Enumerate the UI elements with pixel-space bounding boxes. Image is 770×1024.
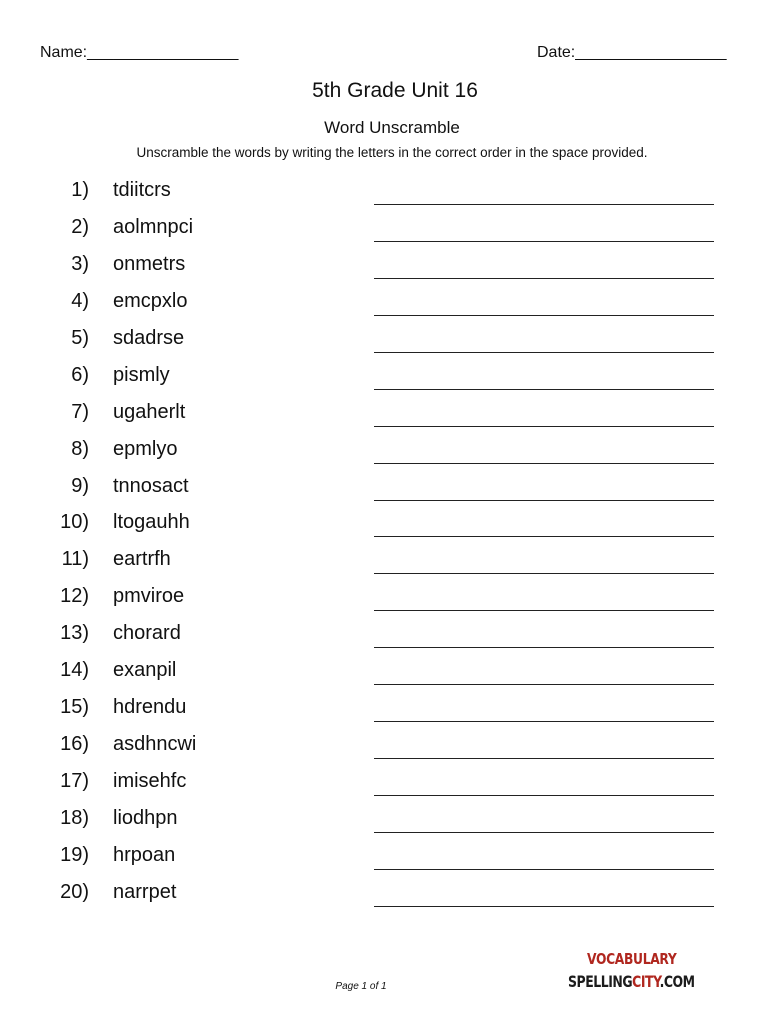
answer-blank-line — [374, 906, 714, 907]
date-field-label: Date:_________________ — [537, 44, 727, 61]
scrambled-word: narrpet — [113, 880, 177, 903]
word-row — [0, 398, 770, 435]
word-number: 14) — [60, 659, 89, 682]
answer-blank-line — [374, 832, 714, 833]
word-row — [0, 176, 770, 213]
word-number: 8) — [71, 437, 89, 460]
answer-blank-line — [374, 869, 714, 870]
word-row — [0, 656, 770, 693]
answer-blank-line — [374, 795, 714, 796]
word-number: 10) — [60, 511, 89, 534]
answer-blank-line — [374, 500, 714, 501]
scrambled-word: hdrendu — [113, 696, 187, 719]
scrambled-word: liodhpn — [113, 806, 178, 829]
word-number: 5) — [71, 326, 89, 349]
word-number: 11) — [61, 548, 89, 571]
word-number: 2) — [71, 215, 89, 238]
scrambled-word: imisehfc — [113, 770, 187, 792]
word-number: 6) — [71, 363, 89, 386]
word-row — [0, 435, 770, 472]
name-field-label: Name:_________________ — [40, 44, 239, 61]
scrambled-word: tdiitcrs — [113, 179, 171, 201]
word-row — [0, 767, 770, 804]
word-row — [0, 730, 770, 767]
word-row — [0, 472, 770, 509]
word-number: 18) — [60, 806, 89, 829]
scrambled-word: sdadrse — [113, 326, 185, 349]
scrambled-word: aolmnpci — [113, 215, 194, 238]
word-row — [0, 878, 770, 915]
logo-top-text: VOCABULARY — [587, 950, 677, 968]
logo-com-text: .COM — [659, 972, 695, 991]
answer-blank-line — [374, 241, 714, 242]
answer-blank-line — [374, 684, 714, 685]
scrambled-word: ugaherlt — [113, 400, 186, 423]
word-row — [0, 250, 770, 287]
page-number: Page 1 of 1 — [335, 981, 387, 992]
answer-blank-line — [374, 721, 714, 722]
page-title: 5th Grade Unit 16 — [312, 79, 478, 102]
scrambled-word: tnnosact — [113, 474, 189, 497]
word-number: 3) — [71, 252, 89, 275]
answer-blank-line — [374, 573, 714, 574]
word-number: 16) — [60, 733, 89, 756]
scrambled-word: exanpil — [113, 659, 177, 682]
word-row — [0, 324, 770, 361]
word-row — [0, 545, 770, 582]
logo-spelling-text: SPELLING — [568, 972, 633, 991]
scrambled-word: epmlyo — [113, 437, 178, 460]
scrambled-word: pmviroe — [113, 585, 185, 608]
scrambled-word: emcpxlo — [113, 289, 188, 312]
scrambled-word: ltogauhh — [113, 511, 190, 534]
word-number: 15) — [60, 696, 89, 719]
word-row — [0, 841, 770, 878]
word-row — [0, 508, 770, 545]
instructions-text: Unscramble the words by writing the letters in the correct order in the space provided. — [136, 145, 648, 160]
word-number: 7) — [71, 400, 89, 423]
answer-blank-line — [374, 204, 714, 205]
word-number: 19) — [60, 843, 89, 866]
answer-blank-line — [374, 315, 714, 316]
scrambled-word: onmetrs — [113, 252, 186, 275]
answer-blank-line — [374, 758, 714, 759]
answer-blank-line — [374, 610, 714, 611]
scrambled-word: pismly — [113, 363, 170, 386]
answer-blank-line — [374, 389, 714, 390]
scrambled-word: asdhncwi — [113, 733, 197, 756]
word-number: 17) — [60, 770, 89, 792]
word-number: 13) — [60, 622, 89, 645]
answer-blank-line — [374, 463, 714, 464]
scrambled-word: eartrfh — [113, 548, 171, 571]
vocabulary-spellingcity-logo — [568, 950, 695, 998]
word-row — [0, 213, 770, 250]
answer-blank-line — [374, 426, 714, 427]
scrambled-word: chorard — [113, 622, 181, 645]
word-list — [0, 176, 770, 915]
answer-blank-line — [374, 278, 714, 279]
logo-city-text: CITY — [632, 972, 660, 991]
scrambled-word: hrpoan — [113, 843, 176, 866]
word-number: 12) — [60, 585, 89, 608]
answer-blank-line — [374, 647, 714, 648]
page-subtitle: Word Unscramble — [324, 118, 460, 137]
word-row — [0, 361, 770, 398]
word-row — [0, 582, 770, 619]
word-row — [0, 287, 770, 324]
word-number: 20) — [60, 880, 89, 903]
logo-bottom-text — [568, 972, 695, 991]
word-row — [0, 693, 770, 730]
word-number: 9) — [71, 474, 89, 497]
answer-blank-line — [374, 352, 714, 353]
answer-blank-line — [374, 536, 714, 537]
word-row — [0, 804, 770, 841]
word-number: 4) — [71, 289, 89, 312]
word-row — [0, 619, 770, 656]
word-number: 1) — [71, 179, 89, 201]
